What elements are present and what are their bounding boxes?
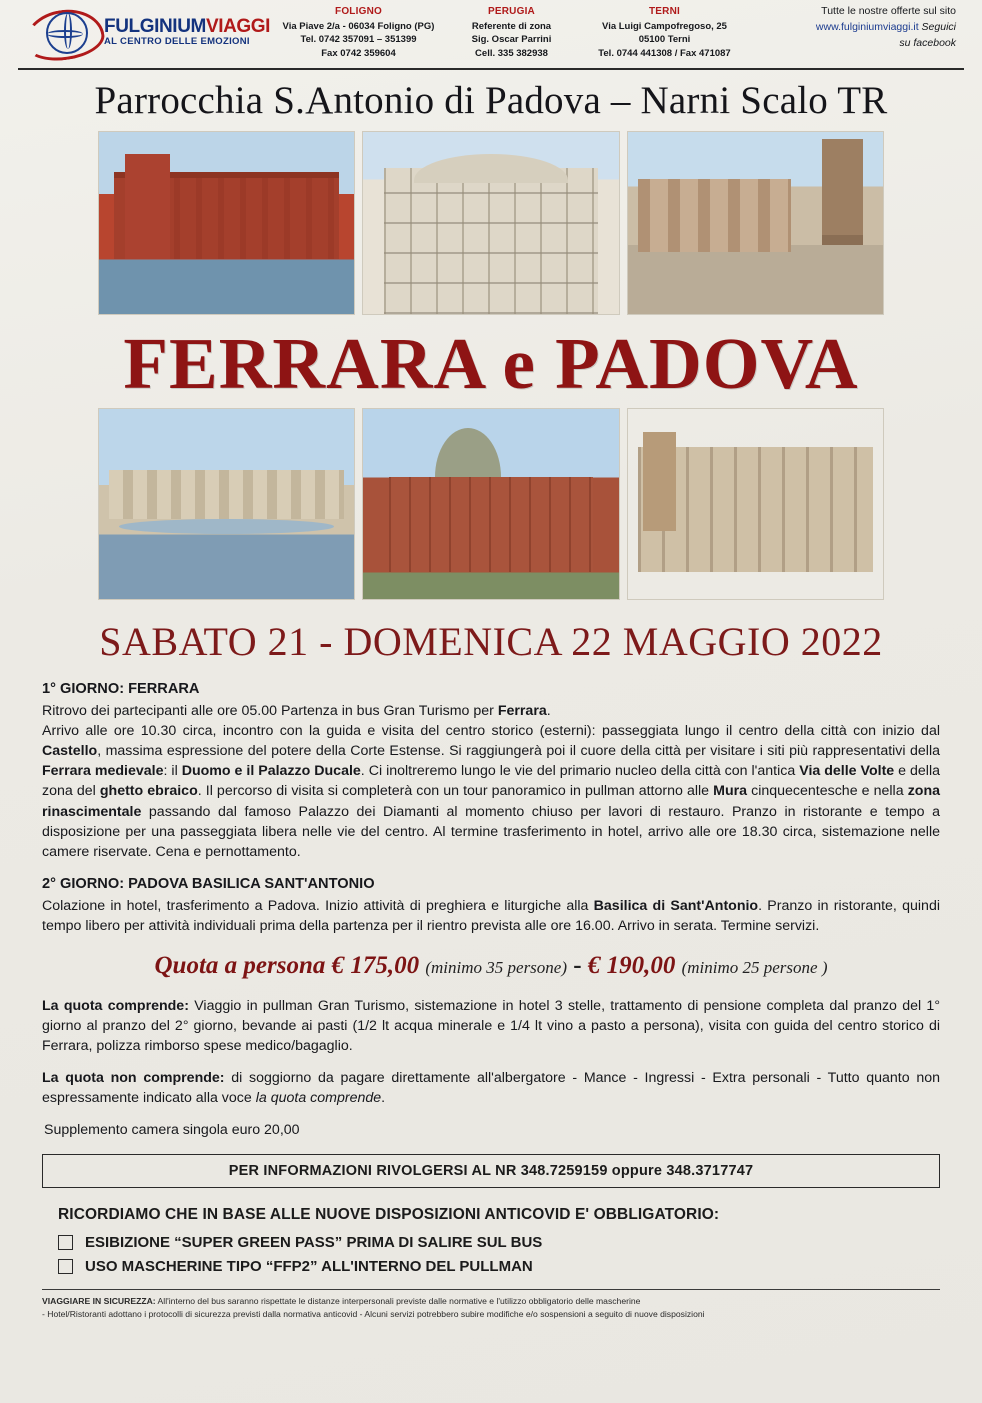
photo-basilica-sant-antonio: [362, 408, 619, 600]
day-2-heading: 2° GIORNO: PADOVA BASILICA SANT'ANTONIO: [42, 875, 375, 892]
agency-header: [18, 0, 964, 70]
agency-logo: [24, 4, 282, 58]
footer-line-1: All'interno del bus saranno rispettate le distanze interpersonali previste dalle normative e l'utilizzo obbligatorio delle mascherine: [155, 1296, 641, 1307]
covid-item-mascherine: [58, 1258, 940, 1275]
website-url[interactable]: www.fulginiumviaggi.it: [815, 20, 919, 33]
facebook-label: su facebook: [899, 36, 956, 49]
photo-castello-estense: [98, 131, 355, 315]
itinerary: [18, 679, 964, 1140]
covid-item-label: ESIBIZIONE “SUPER GREEN PASS” PRIMA DI SALIRE SUL BUS: [85, 1234, 543, 1252]
photo-strip-padova: [18, 406, 964, 602]
price-main: Quota a persona € 175,00: [154, 952, 420, 979]
office-foligno: FOLIGNO Via Piave 2/a - 06034 Foligno (PG) Tel. 0742 357091 – 351399 Fax 0742 359604: [282, 6, 435, 60]
excludes-text: di soggiorno da pagare direttamente all'albergatore - Mance - Ingressi - Extra personali - Tutto quanto non espressamente indicato alla voce: [42, 1069, 940, 1107]
office-terni: TERNI Via Luigi Campofregoso, 25 05100 Terni Tel. 0744 441308 / Fax 471087: [598, 6, 731, 60]
trip-title: FERRARA e PADOVA: [123, 323, 859, 404]
photo-cattedrale-ferrara: [362, 131, 619, 315]
checkbox-icon[interactable]: [58, 1235, 73, 1250]
safety-footer: [42, 1289, 940, 1321]
excludes-label: La quota non comprende:: [42, 1069, 225, 1086]
price-line: [42, 948, 940, 984]
single-room-supplement: Supplemento camera singola euro 20,00: [44, 1122, 300, 1139]
website-intro: Tutte le nostre offerte sul sito: [821, 5, 956, 17]
price-note-2: (minimo 25 persone ): [681, 958, 828, 977]
covid-heading: RICORDIAMO CHE IN BASE ALLE NUOVE DISPOSIZIONI ANTICOVID E' OBBLIGATORIO:: [58, 1206, 720, 1224]
photo-palazzo-della-ragione: [627, 408, 884, 600]
globe-swoosh-icon: [24, 6, 98, 58]
price-note-1: (minimo 35 persone): [425, 958, 568, 977]
photo-piazza-torre-ferrara: [627, 131, 884, 315]
parish-title: Parrocchia S.Antonio di Padova – Narni Scalo TR: [94, 79, 888, 122]
includes-label: La quota comprende:: [42, 997, 189, 1014]
excludes-paragraph: [42, 1068, 940, 1108]
includes-text: Viaggio in pullman Gran Turismo, sistemazione in hotel 3 stelle, trattamento di pensione completa dal pranzo del 1° giorno al pranzo del 2° giorno, bevande ai pasti (1/2 lt acqua minerale e 1/4 lt vino a pasto a persona), visita con guida del centro storico di Ferrara, polizza rimborso spese medico/bagaglio.: [42, 997, 940, 1054]
trip-dates: SABATO 21 - DOMENICA 22 MAGGIO 2022: [99, 619, 883, 664]
logo-name: FULGINIUMVIAGGI: [104, 16, 271, 38]
office-perugia: PERUGIA Referente di zona Sig. Oscar Parrini Cell. 335 382938: [471, 6, 552, 60]
excludes-italic: la quota comprende: [255, 1090, 382, 1107]
excludes-tail: .: [381, 1090, 386, 1107]
covid-notice: [18, 1188, 964, 1275]
covid-item-label: USO MASCHERINE TIPO “FFP2” ALL'INTERNO DEL PULLMAN: [85, 1258, 533, 1276]
footer-line-2: - Hotel/Ristoranti adottano i protocolli di sicurezza previsti dalla normativa anticovid - Alcuni servizi potrebbero subire modifiche e/o sospensioni a seguito di nuove disposizioni: [42, 1309, 705, 1320]
follow-label: Seguici: [921, 20, 956, 33]
price-alt: € 190,00: [587, 952, 676, 979]
info-box: PER INFORMAZIONI RIVOLGERSI AL NR 348.7259159 oppure 348.3717747: [42, 1154, 940, 1188]
covid-item-greenpass: [58, 1234, 940, 1251]
checkbox-icon[interactable]: [58, 1259, 73, 1274]
day-2-text: Colazione in hotel, trasferimento a Padova. Inizio attività di preghiera e liturgiche alla Basilica di Sant'Antonio. Pranzo in ristorante, quindi tempo libero per attività individuali prima della partenza per il rientro prevista alle ore 16.00. Arrivo in serata. Termine servizi.: [42, 897, 940, 934]
photo-strip-ferrara: [18, 129, 964, 317]
day-1-text: Ritrovo dei partecipanti alle ore 05.00 Partenza in bus Gran Turismo per Ferrara. Arrivo alle ore 10.30 circa, incontro con la guida e visita del centro storico (esterni): passeggiata lungo il centro della città con inizio dal Castello, massima espressione del potere della Corte Estense. Si raggiungerà poi il cuore della città per visitare i siti più rappresentativi della Ferrara medievale: il Duomo e il Palazzo Ducale. Ci inoltreremo lungo le vie del primario nucleo della città con l'antica Via delle Volte e della zona del ghetto ebraico. Il percorso di visita si completerà con un tour panoramico in pullman attorno alle Mura cinquecentesche e nella zona rinascimentale passando dal famoso Palazzo dei Diamanti al momento chiuso per lavori di restauro. Pranzo in ristorante e tempo a disposizione per una passeggiata libera nelle vie del centro. Al termine trasferimento in hotel, arrivo alle ore 18.30 circa, sistemazione nelle camere riservate. Cena e pernottamento.: [42, 702, 941, 860]
includes-paragraph: [42, 996, 940, 1056]
website-block: [741, 4, 958, 51]
price-dash: -: [573, 952, 582, 979]
photo-prato-della-valle: [98, 408, 355, 600]
footer-lead: VIAGGIARE IN SICUREZZA:: [42, 1296, 156, 1307]
logo-tagline: AL CENTRO DELLE EMOZIONI: [104, 35, 250, 47]
day-1-heading: 1° GIORNO: FERRARA: [42, 681, 200, 697]
